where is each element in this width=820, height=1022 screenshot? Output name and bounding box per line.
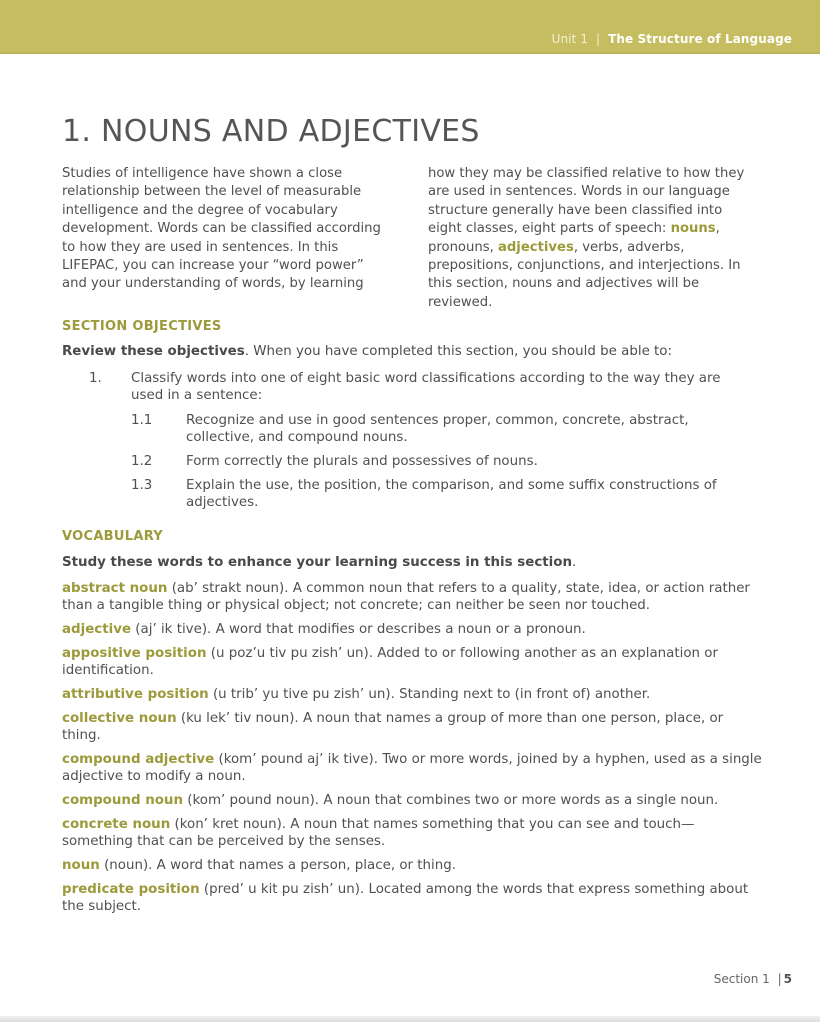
vocab-item [62, 686, 762, 703]
objective-text: Classify words into one of eight basic word classifications according to the way they are used in a sentence: [131, 371, 721, 403]
vocab-definition: (ku lek’ tiv noun). A noun that names a group of more than one person, place, or thing. [62, 711, 724, 743]
vocab-item [62, 751, 762, 785]
vocab-term: noun [62, 858, 100, 873]
vocab-definition: (pred’ u kit pu zish’ un). Located among the words that express something about the subject. [62, 882, 749, 914]
objective-item [62, 453, 762, 470]
page-title: 1. NOUNS AND ADJECTIVES [62, 114, 480, 149]
intro-left-column: Studies of intelligence have shown a close relationship between the level of measurable intelligence and the degree of vocabulary development. Words can be classified according to how they are used in sentences. In this LIFEPAC, you can increase your “word power” and your understanding of words, by learning [62, 166, 381, 292]
vocab-term: predicate position [62, 882, 200, 897]
vocabulary-list [62, 580, 762, 922]
objective-item [62, 370, 762, 404]
term-nouns: nouns [670, 221, 716, 237]
vocab-definition: (noun). A word that names a person, place, or thing. [99, 858, 456, 873]
footer-separator: | [777, 972, 782, 986]
intro-columns [62, 165, 758, 312]
objective-text: Explain the use, the position, the comparison, and some suffix constructions of adjectives. [186, 478, 717, 510]
vocab-term: abstract noun [62, 581, 168, 596]
objective-number: 1.3 [131, 478, 153, 493]
vocab-term: attributive position [62, 687, 209, 702]
vocab-definition: (kom’ pound aj’ ik tive). Two or more words, joined by a hyphen, used as a single adjective to modify a noun. [62, 752, 762, 784]
objective-text: Recognize and use in good sentences proper, common, concrete, abstract, collective, and compound nouns. [186, 413, 689, 445]
footer-section-label: Section 1 [713, 972, 770, 986]
vocab-item [62, 857, 762, 874]
intro-text: , verbs, adverbs, prepositions, conjunctions, and interjections. In this section, nouns and adjectives will be reviewed. [428, 239, 741, 310]
objective-text: Form correctly the plurals and possessives of nouns. [186, 454, 538, 469]
objectives-lead-text: . When you have completed this section, you should be able to: [244, 344, 673, 359]
header-separator: | [596, 32, 601, 46]
vocab-term: compound adjective [62, 752, 215, 767]
intro-text: how they may be classified relative to how they are used in sentences. Words in our language structure generally have been classified into eight classes, eight parts of speech: [428, 166, 745, 237]
vocab-item [62, 816, 762, 850]
vocab-item [62, 580, 762, 614]
vocab-term: concrete noun [62, 817, 171, 832]
running-head [552, 32, 792, 46]
header-band [0, 0, 820, 54]
vocab-definition: (u poz’u tiv pu zish’ un). Added to or following another as an explanation or identification. [62, 646, 718, 678]
page-number: 5 [783, 972, 792, 986]
vocab-item [62, 645, 762, 679]
objective-item [62, 477, 762, 511]
vocab-term: adjective [62, 622, 132, 637]
objective-item [62, 412, 762, 446]
unit-label: Unit 1 [551, 32, 589, 46]
objective-number: 1.2 [131, 454, 153, 469]
objectives-lead [62, 344, 672, 359]
term-adjectives: adjectives [497, 239, 574, 255]
vocab-definition: (kon’ kret noun). A noun that names something that you can see and touch—something that can be perceived by the senses. [62, 817, 695, 849]
vocab-definition: (aj’ ik tive). A word that modifies or describes a noun or a pronoun. [131, 622, 586, 637]
vocabulary-lead-bold: Study these words to enhance your learning success in this section [62, 555, 572, 570]
page-bottom-edge [0, 1016, 820, 1022]
intro-text: , pronouns, [428, 221, 720, 255]
vocab-item [62, 881, 762, 915]
vocabulary-lead [62, 555, 576, 570]
vocab-term: compound noun [62, 793, 183, 808]
vocab-term: appositive position [62, 646, 207, 661]
vocab-definition: (u trib’ yu tive pu zish’ un). Standing next to (in front of) another. [208, 687, 651, 702]
objectives-lead-bold: Review these objectives [62, 344, 245, 359]
vocab-definition: (ab’ strakt noun). A common noun that refers to a quality, state, idea, or action rather than a tangible thing or physical object; not concrete; can neither be seen nor touched. [62, 581, 750, 613]
vocab-item [62, 710, 762, 744]
objectives-list [62, 370, 762, 511]
vocabulary-heading: VOCABULARY [62, 529, 164, 544]
vocab-definition: (kom’ pound noun). A noun that combines two or more words as a single noun. [183, 793, 719, 808]
intro-right-column [428, 165, 758, 312]
page-footer [714, 972, 792, 986]
section-objectives-heading: SECTION OBJECTIVES [62, 319, 222, 334]
vocab-term: collective noun [62, 711, 177, 726]
vocabulary-lead-end: . [572, 555, 577, 570]
unit-title: The Structure of Language [608, 32, 792, 46]
objective-number: 1. [89, 371, 102, 386]
vocab-item [62, 621, 762, 638]
vocab-item [62, 792, 762, 809]
objective-number: 1.1 [131, 413, 153, 428]
